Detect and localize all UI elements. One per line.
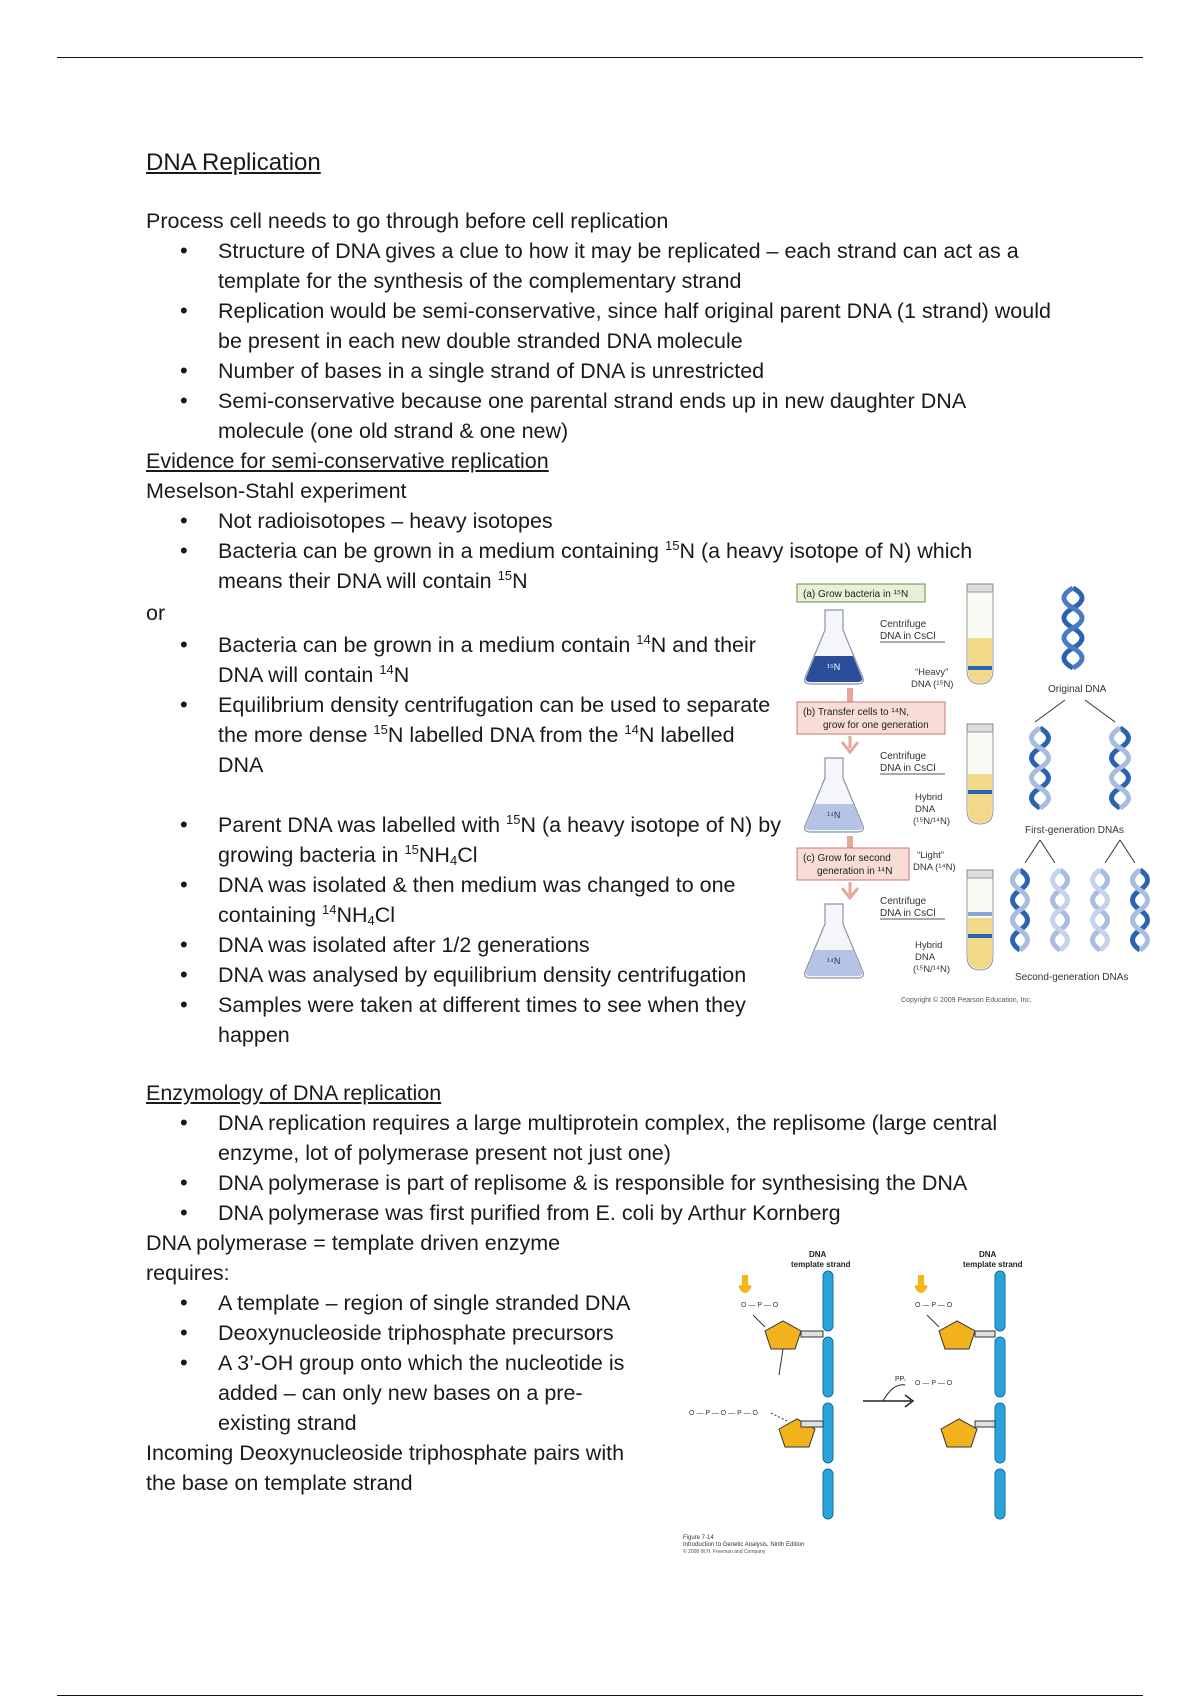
figure1-copyright: Copyright © 2009 Pearson Education, Inc. — [901, 997, 1032, 1004]
polymerase-line: DNA polymerase = template driven enzyme — [146, 1231, 561, 1255]
list-item: • DNA polymerase was first purified from E. coli by Arthur Kornberg — [146, 1198, 1068, 1228]
light-label: “Light” — [917, 850, 944, 861]
meselson-stahl-figure — [795, 578, 1165, 1010]
list-item: • A template – region of single stranded DNA — [146, 1288, 688, 1318]
list-item: • Replication would be semi-conservative, since half original parent DNA (1 strand) would be present in each new double stranded DNA molecule — [146, 296, 1058, 356]
figure2-caption: Figure 7-14 — [683, 1535, 714, 1541]
template-strand — [995, 1271, 1005, 1519]
heavy-label-b: DNA (¹⁵N) — [911, 679, 954, 690]
template-label-2: DNA — [979, 1250, 997, 1259]
first-gen-label: First-generation DNAs — [1025, 825, 1124, 836]
hybrid-label-c: (¹⁵N/¹⁴N) — [913, 816, 951, 827]
centrifuge-label-1b: DNA in CsCl — [880, 631, 936, 642]
step-c-label: (c) Grow for second — [803, 853, 891, 864]
svg-text:O — P — O: O — P — O — [915, 1302, 953, 1309]
template-label-2b: template strand — [963, 1260, 1023, 1269]
list-item: • Parent DNA was labelled with $^{15}$N (a heavy isotope of N) by growing bacteria in $^{15}NH_4Cl$ — [146, 810, 818, 870]
flask-14n-label: ¹⁴N — [827, 810, 841, 820]
intro-list — [146, 236, 1146, 446]
header-rule — [57, 57, 1143, 58]
enzymology-list — [146, 1108, 1146, 1228]
list-item: • DNA replication requires a large multiprotein complex, the replisome (large central enzyme, lot of polymerase present not just one) — [146, 1108, 1068, 1168]
page-title: DNA Replication — [146, 149, 321, 176]
ppi-label: PPᵢ — [895, 1376, 906, 1383]
figure2-caption-b: Introduction to Genetic Analysis, Ninth Edition — [683, 1542, 805, 1548]
centrifuge-label-2b: DNA in CsCl — [880, 763, 936, 774]
hybrid-label: Hybrid — [915, 792, 943, 803]
hybrid-label-2: Hybrid — [915, 940, 943, 951]
step-b-label: (b) Transfer cells to ¹⁴N, — [803, 707, 909, 718]
list-item: • DNA polymerase is part of replisome & is responsible for synthesising the DNA — [146, 1168, 1068, 1198]
list-item: • Bacteria can be grown in a medium contain $^{14}$N and their DNA will contain $^{14}$N — [146, 630, 778, 690]
template-label-b: template strand — [791, 1260, 851, 1269]
centrifuge-label-3: Centrifuge — [880, 896, 927, 907]
original-dna-label: Original DNA — [1048, 684, 1107, 695]
svg-text:O — P — O: O — P — O — [915, 1380, 953, 1387]
light-label-b: DNA (¹⁴N) — [913, 862, 956, 873]
requires-line: requires: — [146, 1261, 230, 1285]
svg-text:O — P — O — P — O: O — P — O — P — O — [689, 1410, 758, 1417]
centrifuge-label-3b: DNA in CsCl — [880, 908, 936, 919]
list-item: • Samples were taken at different times to see when they happen — [146, 990, 798, 1050]
list-item: • DNA was analysed by equilibrium density centrifugation — [146, 960, 838, 990]
step-b-label-2: grow for one generation — [823, 720, 929, 731]
template-label: DNA — [809, 1250, 827, 1259]
flask-14n-label-2: ¹⁴N — [827, 956, 841, 966]
list-item: • Deoxynucleoside triphosphate precursors — [146, 1318, 688, 1348]
tube-icon — [967, 724, 993, 824]
footer-rule — [57, 1695, 1143, 1696]
list-item: • Number of bases in a single strand of DNA is unrestricted — [146, 356, 1058, 386]
closing-line: Incoming Deoxynucleoside triphosphate pairs with the base on template strand — [146, 1441, 625, 1495]
hybrid-label-2c: (¹⁵N/¹⁴N) — [913, 964, 951, 975]
tube-icon — [967, 870, 993, 970]
tube-icon — [967, 584, 993, 684]
flask-15n-label: ¹⁵N — [827, 662, 841, 672]
second-gen-label: Second-generation DNAs — [1015, 972, 1129, 983]
or-connector: or — [146, 601, 166, 625]
experiment-name: Meselson-Stahl experiment — [146, 479, 407, 503]
list-item: • Not radioisotopes – heavy isotopes — [146, 506, 1146, 536]
list-item: • DNA was isolated & then medium was changed to one containing $^{14}NH_4Cl$ — [146, 870, 798, 930]
heavy-label: “Heavy” — [915, 667, 949, 678]
svg-text:O — P — O: O — P — O — [741, 1302, 779, 1309]
centrifuge-label-1: Centrifuge — [880, 619, 927, 630]
list-item: • Structure of DNA gives a clue to how it may be replicated – each strand can act as a template for the synthesis of the complementary strand — [146, 236, 1058, 296]
centrifuge-label-2: Centrifuge — [880, 751, 927, 762]
list-item: • DNA was isolated after 1/2 generations — [146, 930, 818, 960]
template-strand — [823, 1271, 833, 1519]
list-item: • Semi-conservative because one parental strand ends up in new daughter DNA molecule (one old strand & one new) — [146, 386, 1018, 446]
list-item: • Equilibrium density centrifugation can be used to separate the more dense $^{15}$N labelled DNA from the $^{14}$N labelled DNA — [146, 690, 778, 780]
figure2-caption-c: © 2008 W.H. Freeman and Company — [683, 1549, 766, 1555]
intro-line: Process cell needs to go through before cell replication — [146, 209, 669, 233]
hybrid-label-b: DNA — [915, 804, 936, 815]
enzymology-heading: Enzymology of DNA replication — [146, 1081, 442, 1105]
polymerase-figure — [683, 1245, 1063, 1555]
list-item: • A 3’-OH group onto which the nucleotide is added – can only new bases on a pre-existing strand — [146, 1348, 638, 1438]
step-c-label-2: generation in ¹⁴N — [817, 866, 893, 877]
step-a-label: (a) Grow bacteria in ¹⁵N — [803, 589, 909, 600]
evidence-heading: Evidence for semi-conservative replication — [146, 449, 549, 473]
list-item: • Bacteria can be grown in a medium containing $^{15}$N (a heavy isotope of N) which means their DNA will contain $^{15}$N — [146, 536, 1018, 596]
hybrid-label-2b: DNA — [915, 952, 936, 963]
